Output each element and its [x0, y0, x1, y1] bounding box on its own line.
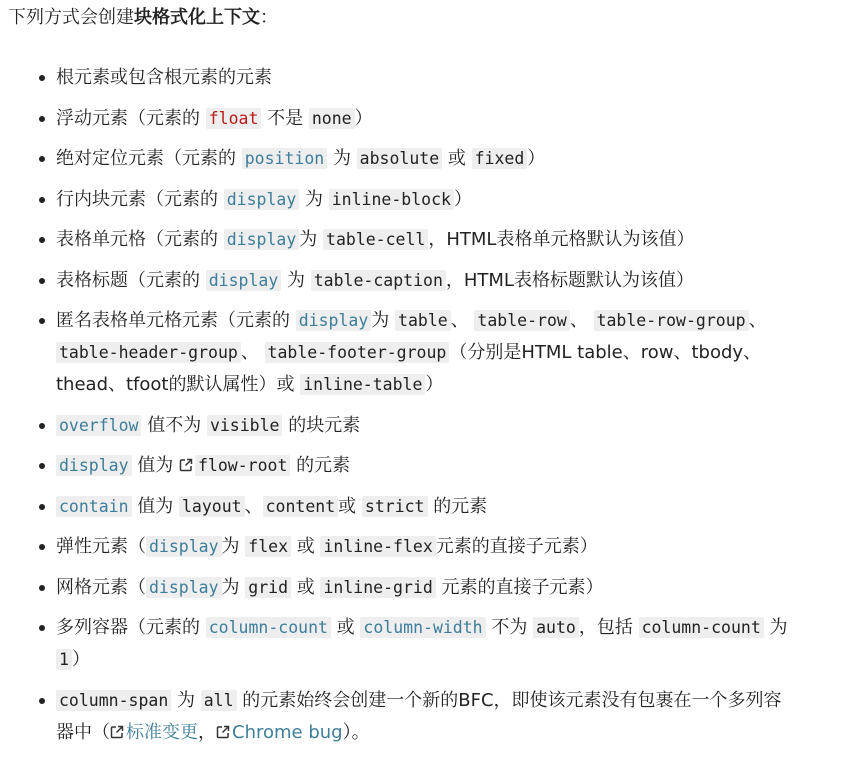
code-flex: flex: [245, 536, 291, 557]
link-display[interactable]: display: [224, 229, 300, 250]
code-fixed: fixed: [472, 148, 528, 169]
link-display[interactable]: display: [296, 310, 372, 331]
link-position[interactable]: position: [242, 148, 327, 169]
code-float: float: [206, 108, 262, 129]
code-table-row-group: table-row-group: [594, 310, 749, 331]
list-item: display 值为 flow-root 的元素: [56, 450, 790, 482]
code-inline-block: inline-block: [329, 189, 454, 210]
code-table-footer-group: table-footer-group: [265, 342, 450, 363]
link-display[interactable]: display: [146, 536, 222, 557]
list-item: 表格标题（元素的 display 为 table-caption ，HTML表格标题默认为该值）: [56, 265, 790, 297]
link-column-width[interactable]: column-width: [360, 617, 485, 638]
link-chrome-bug[interactable]: Chrome bug: [232, 721, 343, 743]
list-item: 根元素或包含根元素的元素: [56, 62, 790, 94]
code-all: all: [201, 690, 237, 711]
code-column-count: column-count: [639, 617, 764, 638]
link-display[interactable]: display: [146, 577, 222, 598]
link-display[interactable]: display: [224, 189, 300, 210]
link-column-count[interactable]: column-count: [206, 617, 331, 638]
intro-paragraph: [8, 6, 278, 30]
list-item: 浮动元素（元素的 float 不是 none ）: [56, 103, 790, 135]
list-item: 行内块元素（元素的 display 为 inline-block ）: [56, 184, 790, 216]
list-item: 网格元素（ display 为 grid 或 inline-grid 元素的直接子元素）: [56, 572, 790, 604]
list-item: column-span 为 all 的元素始终会创建一个新的BFC，即使该元素没有包裹在一个多列容器中（ 标准变更， Chrome bug）。: [56, 685, 790, 749]
list-item: 弹性元素（ display 为 flex 或 inline-flex 元素的直接子元素）: [56, 531, 790, 563]
code-visible: visible: [207, 415, 283, 436]
link-flow-root[interactable]: flow-root: [195, 455, 290, 476]
code-none: none: [309, 108, 355, 129]
list-item: 绝对定位元素（元素的 position 为 absolute 或 fixed ）: [56, 143, 790, 175]
external-link-icon: [110, 725, 124, 739]
code-table-cell: table-cell: [323, 229, 428, 250]
list-item: 匿名表格单元格元素（元素的 display 为 table 、 table-row 、 table-row-group 、table-header-group 、 table-footer-group （分别是HTML table、row、tbody、thead、tfoot的默认属性）或 inline-table ）: [56, 305, 790, 401]
code-one: 1: [56, 649, 72, 670]
intro-strong: 块格式化上下文: [134, 7, 260, 28]
list-item: contain 值为 layout 、 content 或 strict 的元素: [56, 491, 790, 523]
code-table: table: [395, 310, 451, 331]
link-overflow[interactable]: overflow: [56, 415, 141, 436]
intro-prefix: 下列方式会创建: [8, 7, 134, 28]
code-table-header-group: table-header-group: [56, 342, 241, 363]
external-link-icon: [179, 458, 193, 472]
link-display[interactable]: display: [56, 455, 132, 476]
code-column-span: column-span: [56, 690, 171, 711]
code-inline-table: inline-table: [300, 374, 425, 395]
external-link-icon: [216, 725, 230, 739]
code-auto: auto: [533, 617, 579, 638]
list-item: overflow 值不为 visible 的块元素: [56, 410, 790, 442]
list-item: 多列容器（元素的 column-count 或 column-width 不为 auto ，包括 column-count 为 1 ）: [56, 612, 790, 676]
code-content: content: [263, 496, 339, 517]
list-item: 表格单元格（元素的 display 为 table-cell ，HTML表格单元格默认为该值）: [56, 224, 790, 256]
code-strict: strict: [362, 496, 428, 517]
code-layout: layout: [179, 496, 245, 517]
link-contain[interactable]: contain: [56, 496, 132, 517]
code-inline-grid: inline-grid: [320, 577, 435, 598]
code-table-row: table-row: [474, 310, 569, 331]
link-display[interactable]: display: [206, 270, 282, 291]
link-spec-change[interactable]: 标准变更: [126, 721, 198, 743]
bfc-list: [0, 62, 790, 757]
intro-suffix: ：: [260, 7, 278, 28]
code-table-caption: table-caption: [311, 270, 446, 291]
code-absolute: absolute: [357, 148, 442, 169]
code-inline-flex: inline-flex: [320, 536, 435, 557]
code-grid: grid: [245, 577, 291, 598]
